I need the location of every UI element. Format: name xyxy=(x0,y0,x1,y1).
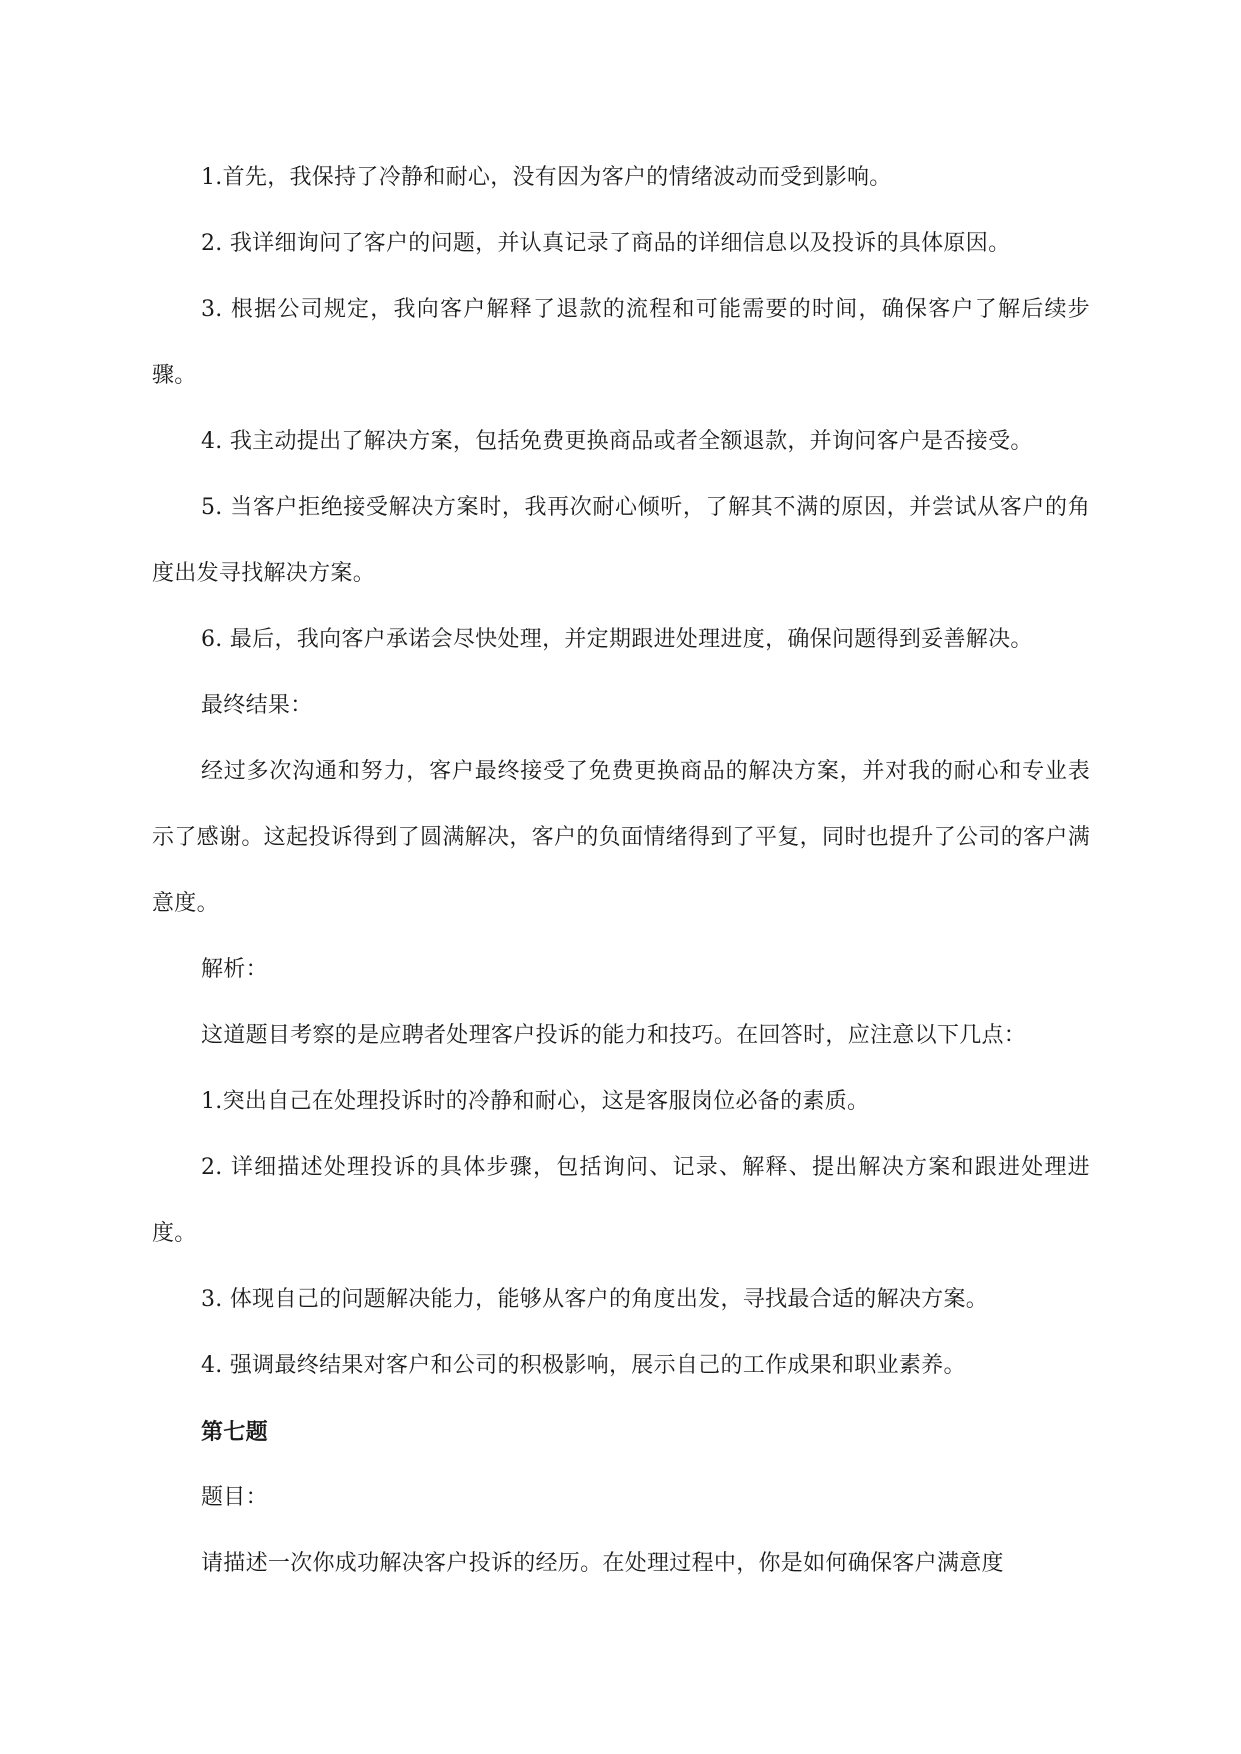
paragraph-step-5: 5. 当客户拒绝接受解决方案时，我再次耐心倾听，了解其不满的原因，并尝试从客户的角度出发寻找解决方案。 xyxy=(152,495,1090,586)
paragraph-step-2: 2. 我详细询问了客户的问题，并认真记录了商品的详细信息以及投诉的具体原因。 xyxy=(201,231,1011,256)
final-result-text: 经过多次沟通和努力，客户最终接受了免费更换商品的解决方案，并对我的耐心和专业表示了感谢。这起投诉得到了圆满解决，客户的负面情绪得到了平复，同时也提升了公司的客户满意度。 xyxy=(152,759,1090,916)
final-result-label: 最终结果： xyxy=(201,693,313,718)
paragraph-step-6: 6. 最后，我向客户承诺会尽快处理，并定期跟进处理进度，确保问题得到妥善解决。 xyxy=(201,627,1033,652)
document-body xyxy=(152,145,1090,1597)
section-heading-question-7: 第七题 xyxy=(201,1419,268,1445)
paragraph-step-1: 1.首先，我保持了冷静和耐心，没有因为客户的情绪波动而受到影响。 xyxy=(201,165,892,190)
analysis-point-1: 1.突出自己在处理投诉时的冷静和耐心，这是客服岗位必备的素质。 xyxy=(201,1089,870,1114)
analysis-point-2: 2. 详细描述处理投诉的具体步骤，包括询问、记录、解释、提出解决方案和跟进处理进度。 xyxy=(152,1155,1090,1246)
analysis-label: 解析： xyxy=(201,957,268,982)
analysis-point-3: 3. 体现自己的问题解决能力，能够从客户的角度出发，寻找最合适的解决方案。 xyxy=(201,1287,989,1312)
question-text: 请描述一次你成功解决客户投诉的经历。在处理过程中，你是如何确保客户满意度 xyxy=(201,1551,1004,1576)
analysis-point-4: 4. 强调最终结果对客户和公司的积极影响，展示自己的工作成果和职业素养。 xyxy=(201,1353,966,1378)
paragraph-step-3: 3. 根据公司规定，我向客户解释了退款的流程和可能需要的时间，确保客户了解后续步骤。 xyxy=(152,297,1090,388)
analysis-intro: 这道题目考察的是应聘者处理客户投诉的能力和技巧。在回答时，应注意以下几点： xyxy=(201,1023,1027,1048)
question-label: 题目： xyxy=(201,1485,268,1510)
paragraph-step-4: 4. 我主动提出了解决方案，包括免费更换商品或者全额退款，并询问客户是否接受。 xyxy=(201,429,1033,454)
